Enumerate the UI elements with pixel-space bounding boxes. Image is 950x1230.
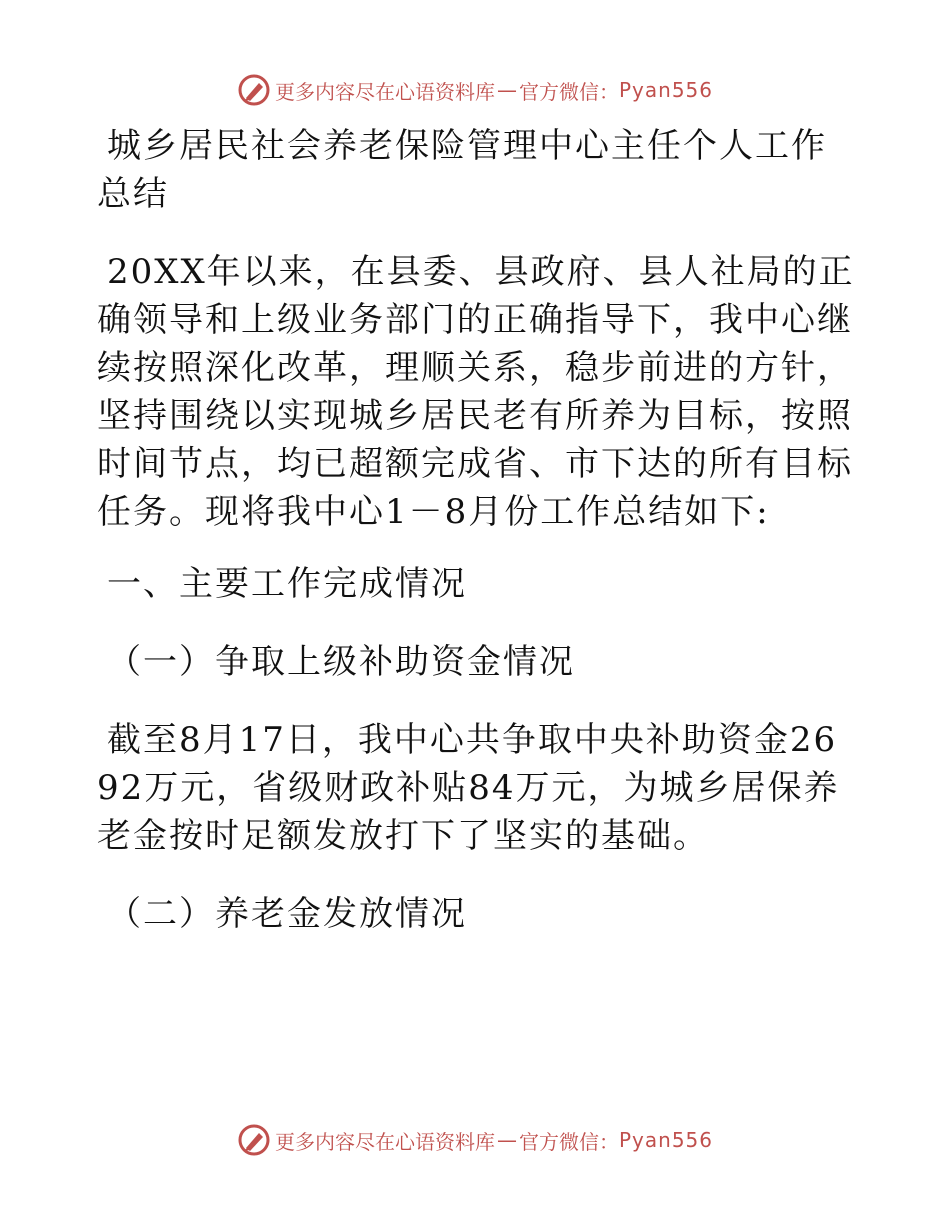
banner-wechat-id: Pyan556	[618, 1128, 713, 1152]
subsection-heading-2: （二）养老金发放情况	[107, 894, 467, 934]
intro-paragraph: 20XX年以来，在县委、县政府、县人社局的正确领导和上级业务部门的正确指导下，我中心继续按照深化改革，理顺关系，稳步前进的方针，坚持围绕以实现城乡居民老有所养为目标，按照时间节点，均已超额完成省、市下达的所有目标任务。现将我中心1－8月份工作总结如下:	[97, 252, 855, 532]
pen-logo-icon	[237, 73, 271, 107]
header-watermark	[0, 70, 950, 110]
banner-dash: —	[496, 78, 517, 102]
banner-wechat-id: Pyan556	[618, 78, 713, 102]
document-title: 城乡居民社会养老保险管理中心主任个人工作总结	[97, 126, 827, 214]
pen-logo-icon	[237, 1123, 271, 1157]
banner-wechat-label: 官方微信：	[518, 79, 619, 104]
banner-wechat-label: 官方微信：	[518, 1129, 619, 1154]
document-body	[97, 122, 857, 968]
section-heading: 一、主要工作完成情况	[107, 564, 467, 604]
banner-text: 更多内容尽在心语资料库	[274, 79, 495, 104]
banner-dash: —	[496, 1128, 517, 1152]
subsection-1-paragraph: 截至8月17日，我中心共争取中央补助资金2692万元，省级财政补贴84万元，为城乡居保养老金按时足额发放打下了坚实的基础。	[97, 720, 840, 856]
footer-watermark	[0, 1120, 950, 1160]
banner-text: 更多内容尽在心语资料库	[274, 1129, 495, 1154]
subsection-heading-1: （一）争取上级补助资金情况	[107, 642, 575, 682]
